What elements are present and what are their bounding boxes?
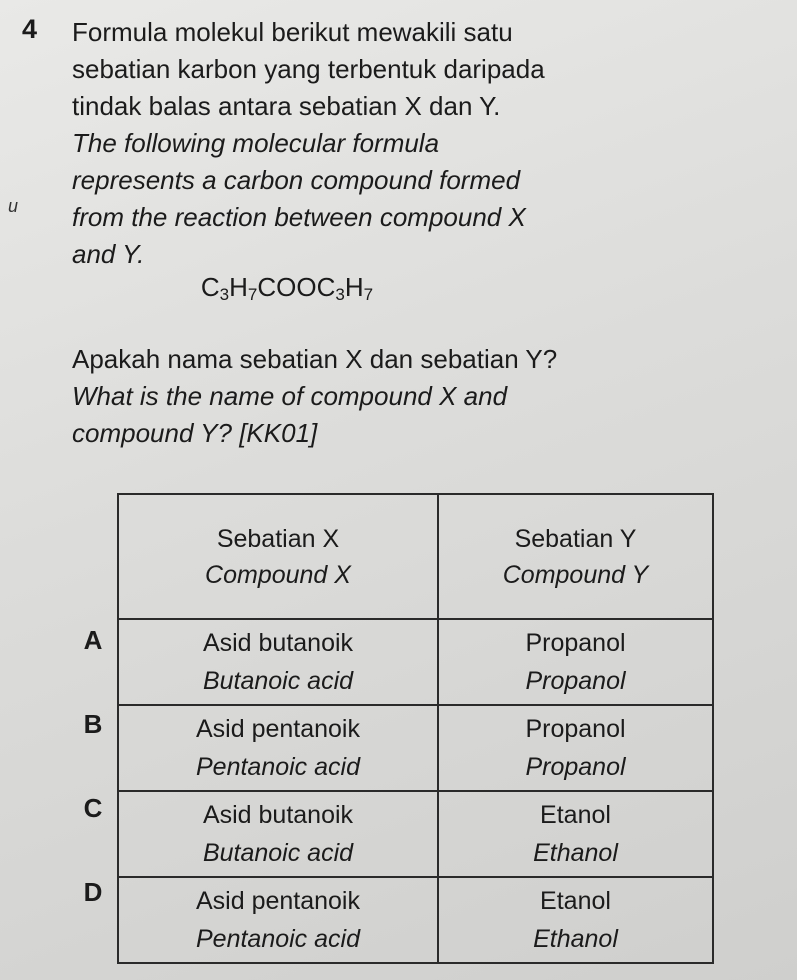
ask-en-line: compound Y? [KK01] [72, 418, 318, 448]
formula-subscript: 7 [363, 285, 374, 304]
option-letter-d[interactable]: D [83, 877, 103, 907]
ask-en-line: What is the name of compound X and [72, 381, 508, 411]
cell-ms: Asid butanoik [202, 801, 354, 829]
stem-en-line: and Y. [72, 239, 145, 269]
molecular-formula [72, 272, 502, 305]
cell-ms: Propanol [525, 629, 626, 657]
formula-subscript: 3 [335, 285, 345, 304]
option-d-compound-y [438, 877, 713, 963]
option-letter-b[interactable]: B [83, 709, 103, 739]
option-a-compound-x [118, 619, 438, 705]
cell-ms: Etanol [540, 887, 611, 915]
formula-subscript: 3 [219, 285, 230, 304]
cell-en: Pentanoic acid [195, 925, 360, 953]
cell-ms: Propanol [525, 715, 626, 743]
cell-en: Butanoic acid [202, 839, 354, 867]
formula-element: C [200, 272, 220, 302]
formula-element: H [229, 272, 248, 302]
cell-en: Propanol [525, 667, 626, 695]
cell-en: Ethanol [533, 839, 618, 867]
stem-ms-line: sebatian karbon yang terbentuk daripada [72, 54, 545, 84]
formula-element: H [344, 272, 364, 302]
header-x-en: Compound X [205, 560, 351, 589]
ask-ms: Apakah nama sebatian X dan sebatian Y? [72, 344, 558, 374]
option-row-b[interactable] [118, 705, 713, 791]
header-compound-y [438, 494, 713, 619]
option-a-compound-y [438, 619, 713, 705]
table-header-row [118, 494, 713, 619]
stem-en-line: from the reaction between compound X [72, 202, 526, 232]
stem-en-line: The following molecular formula [72, 128, 440, 158]
header-compound-x [118, 494, 438, 619]
cell-en: Butanoic acid [202, 667, 354, 695]
formula-subscript: 7 [247, 285, 258, 304]
handwritten-mark: u [8, 196, 19, 216]
option-letter-a[interactable]: A [83, 625, 103, 655]
formula-element: COOC [257, 272, 336, 302]
option-row-c[interactable] [118, 791, 713, 877]
option-d-compound-x [118, 877, 438, 963]
cell-en: Ethanol [533, 925, 618, 953]
stem-ms-line: Formula molekul berikut mewakili satu [72, 17, 513, 47]
cell-ms: Asid pentanoik [195, 887, 360, 915]
header-x-ms: Sebatian X [216, 524, 340, 553]
header-y-en: Compound Y [502, 560, 649, 589]
cell-ms: Etanol [540, 801, 611, 829]
question-number: 4 [22, 14, 38, 44]
question-ask [72, 341, 772, 452]
header-y-ms: Sebatian Y [514, 524, 637, 553]
option-c-compound-x [118, 791, 438, 877]
option-b-compound-x [118, 705, 438, 791]
option-letter-c[interactable]: C [83, 793, 103, 823]
cell-ms: Asid butanoik [202, 629, 354, 657]
option-row-d[interactable] [118, 877, 713, 963]
stem-ms-line: tindak balas antara sebatian X dan Y. [72, 91, 501, 121]
cell-ms: Asid pentanoik [195, 715, 360, 743]
stem-en-line: represents a carbon compound formed [72, 165, 521, 195]
options-table [117, 493, 714, 964]
option-c-compound-y [438, 791, 713, 877]
question-stem [72, 14, 772, 273]
cell-en: Pentanoic acid [195, 753, 360, 781]
option-row-a[interactable] [118, 619, 713, 705]
option-b-compound-y [438, 705, 713, 791]
cell-en: Propanol [525, 753, 626, 781]
